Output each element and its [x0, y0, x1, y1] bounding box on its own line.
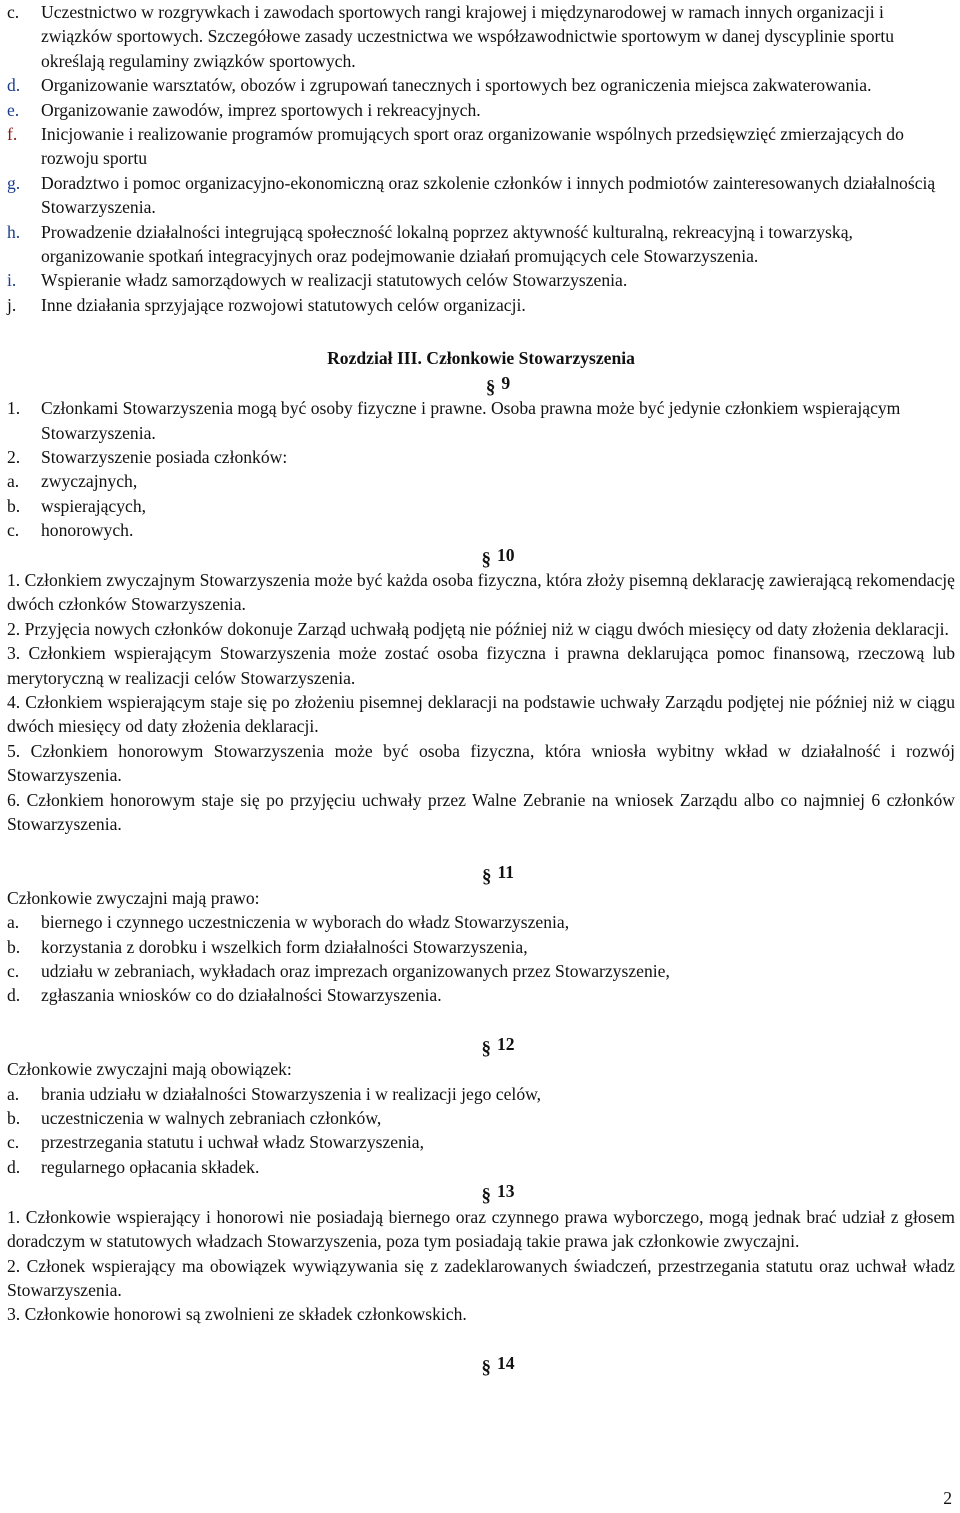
list-item	[7, 293, 955, 317]
list-item	[7, 469, 955, 493]
paragraph: 1. Członkowie wspierający i honorowi nie posiadają biernego oraz czynnego prawa wyborczego, mogą jednak brać udział z głosem doradczym w statutowych władzach Stowarzyszenia, poza tym posiadają takie prawa jak członkowie zwyczajni.	[7, 1206, 955, 1252]
list-item	[7, 910, 955, 934]
item-label: c.	[7, 961, 20, 982]
paragraph: 2. Przyjęcia nowych członków dokonuje Zarząd uchwałą podjętą nie później niż w ciągu dwóch miesięcy od daty złożenia deklaracji.	[7, 618, 949, 639]
item-label: j.	[7, 294, 17, 315]
section-heading	[7, 543, 955, 568]
item-label: b.	[7, 1108, 21, 1129]
list-item	[7, 396, 955, 445]
item-text: Stowarzyszenie posiada członków:	[41, 446, 288, 467]
item-label: c.	[7, 1132, 20, 1153]
section-symbol-icon: §	[481, 1185, 491, 1207]
list-item	[7, 518, 955, 542]
item-text: Organizowanie zawodów, imprez sportowych i rekreacyjnych.	[41, 99, 481, 120]
list-item	[7, 98, 955, 122]
section-symbol-icon: §	[481, 866, 492, 888]
list-item	[7, 0, 955, 73]
list-item	[7, 73, 955, 97]
item-text: Wspieranie władz samorządowych w realizacji statutowych celów Stowarzyszenia.	[41, 270, 628, 291]
page-number: 2	[943, 1488, 952, 1508]
paragraph: 1. Członkiem zwyczajnym Stowarzyszenia może być każda osoba fizyczna, która złoży pisemną deklarację zawierającą rekomendację dwóch członków Stowarzyszenia.	[7, 569, 955, 615]
item-text: uczestniczenia w walnych zebraniach członków,	[41, 1108, 382, 1129]
item-text: regularnego opłacania składek.	[41, 1156, 260, 1177]
item-text: udziału w zebraniach, wykładach oraz imprezach organizowanych przez Stowarzyszenie,	[41, 961, 670, 982]
chapter-title: Rozdział III. Członkowie Stowarzyszenia	[327, 348, 635, 369]
item-label: d.	[7, 75, 21, 96]
item-label: d.	[7, 985, 21, 1006]
item-text: Organizowanie warsztatów, obozów i zgrupowań tanecznych i sportowych bez ograniczenia miejsca zakwaterowania.	[41, 75, 872, 96]
item-label: a.	[7, 1083, 20, 1104]
item-text: Doradztwo i pomoc organizacyjno-ekonomiczną oraz szkolenie członków i innych podmiotów zainteresowanych działalnością Stowarzyszenia.	[41, 172, 936, 218]
item-text: korzystania z dorobku i wszelkich form działalności Stowarzyszenia,	[41, 936, 528, 957]
list-item	[7, 959, 955, 983]
list-item	[7, 935, 955, 959]
item-text: Prowadzenie działalności integrującą społeczność lokalną poprzez aktywność kulturalną, rekreacyjną i towarzyską, organizowanie spotkań integracyjnych oraz podejmowanie działań promujących cele Stowarzyszenia.	[41, 221, 853, 267]
item-text: Inicjowanie i realizowanie programów promujących sport oraz organizowanie wspólnych przedsięwzięć zmierzających do rozwoju sportu	[41, 124, 904, 169]
section-number: 13	[496, 1181, 515, 1202]
item-text: biernego i czynnego uczestniczenia w wyborach do władz Stowarzyszenia,	[41, 912, 570, 933]
item-label: 2.	[7, 446, 21, 467]
item-label: b.	[7, 495, 21, 516]
paragraph: 4. Członkiem wspierającym staje się po złożeniu pisemnej deklaracji na podstawie uchwały Zarządu podjętej nie później niż w ciągu dwóch miesięcy od daty złożenia deklaracji.	[7, 691, 955, 737]
list-item	[7, 494, 955, 518]
section-symbol-icon: §	[481, 548, 491, 570]
section-heading	[7, 371, 955, 396]
list-item	[7, 268, 955, 292]
list-item	[7, 1130, 955, 1154]
list-item	[7, 171, 955, 220]
item-label: i.	[7, 270, 17, 291]
item-label: a.	[7, 912, 20, 933]
section-symbol-icon: §	[485, 376, 496, 398]
item-text: wspierających,	[41, 495, 147, 516]
item-label: f.	[7, 124, 18, 145]
section-number: 11	[497, 862, 515, 883]
section-number: 12	[496, 1033, 515, 1054]
item-text: Uczestnictwo w rozgrywkach i zawodach sportowych rangi krajowej i międzynarodowej w ramach innych organizacji i związków sportowych. Szczegółowe zasady uczestnictwa we współzawodnictwie sportowym w danej dyscyplinie sportu określają regulaminy związków sportowych.	[41, 2, 895, 71]
item-text: Inne działania sprzyjające rozwojowi statutowych celów organizacji.	[41, 294, 526, 315]
list-item	[7, 983, 955, 1007]
item-label: 1.	[7, 398, 21, 419]
item-label: a.	[7, 471, 20, 492]
item-label: c.	[7, 520, 20, 541]
paragraph: 6. Członkiem honorowym staje się po przyjęciu uchwały przez Walne Zebranie na wniosek Zarządu albo co najmniej 6 członków Stowarzyszenia.	[7, 789, 955, 834]
list-item	[7, 220, 955, 269]
item-text: zwyczajnych,	[41, 471, 138, 492]
paragraph: 3. Członkiem wspierającym Stowarzyszenia może zostać osoba fizyczna i prawna deklarująca pomoc finansową, rzeczową lub merytoryczną w realizacji celów Stowarzyszenia.	[7, 643, 955, 688]
paragraph: 3. Członkowie honorowi są zwolnieni ze składek członkowskich.	[7, 1304, 467, 1325]
item-label: h.	[7, 221, 21, 242]
item-text: honorowych.	[41, 520, 134, 541]
list-item	[7, 1106, 955, 1130]
list-item	[7, 445, 955, 469]
list-item	[7, 1155, 955, 1179]
section-symbol-icon: §	[481, 1037, 491, 1059]
list-item	[7, 1082, 955, 1106]
section-intro: Członkowie zwyczajni mają obowiązek:	[7, 1059, 292, 1080]
paragraph: 5. Członkiem honorowym Stowarzyszenia może być osoba fizyczna, która wniosła wybitny wkład w działalność i rozwój Stowarzyszenia.	[7, 740, 955, 786]
paragraph: 2. Członek wspierający ma obowiązek wywiązywania się z zadeklarowanych świadczeń, przestrzegania statutu oraz uchwał władz Stowarzyszenia.	[7, 1255, 955, 1300]
section-number: 9	[501, 372, 511, 393]
item-label: g.	[7, 172, 21, 193]
section-symbol-icon: §	[481, 1356, 491, 1378]
section-intro: Członkowie zwyczajni mają prawo:	[7, 887, 260, 908]
list-item	[7, 122, 955, 171]
item-label: e.	[7, 99, 20, 120]
document-page	[7, 0, 955, 1376]
section-heading	[7, 1032, 955, 1057]
section-heading	[7, 860, 955, 888]
item-text: Członkami Stowarzyszenia mogą być osoby fizyczne i prawne. Osoba prawna może być jedynie członkiem wspierającym Stowarzyszenia.	[41, 398, 901, 443]
item-label: d.	[7, 1156, 21, 1177]
item-text: przestrzegania statutu i uchwał władz Stowarzyszenia,	[41, 1132, 424, 1153]
item-label: b.	[7, 936, 21, 957]
item-text: brania udziału w działalności Stowarzyszenia i w realizacji jego celów,	[41, 1083, 542, 1104]
section-heading	[7, 1179, 955, 1207]
section-heading	[7, 1351, 955, 1376]
section-number: 14	[496, 1352, 515, 1373]
item-label: c.	[7, 2, 20, 22]
section-number: 10	[496, 544, 515, 565]
item-text: zgłaszania wniosków co do działalności Stowarzyszenia.	[41, 985, 442, 1006]
